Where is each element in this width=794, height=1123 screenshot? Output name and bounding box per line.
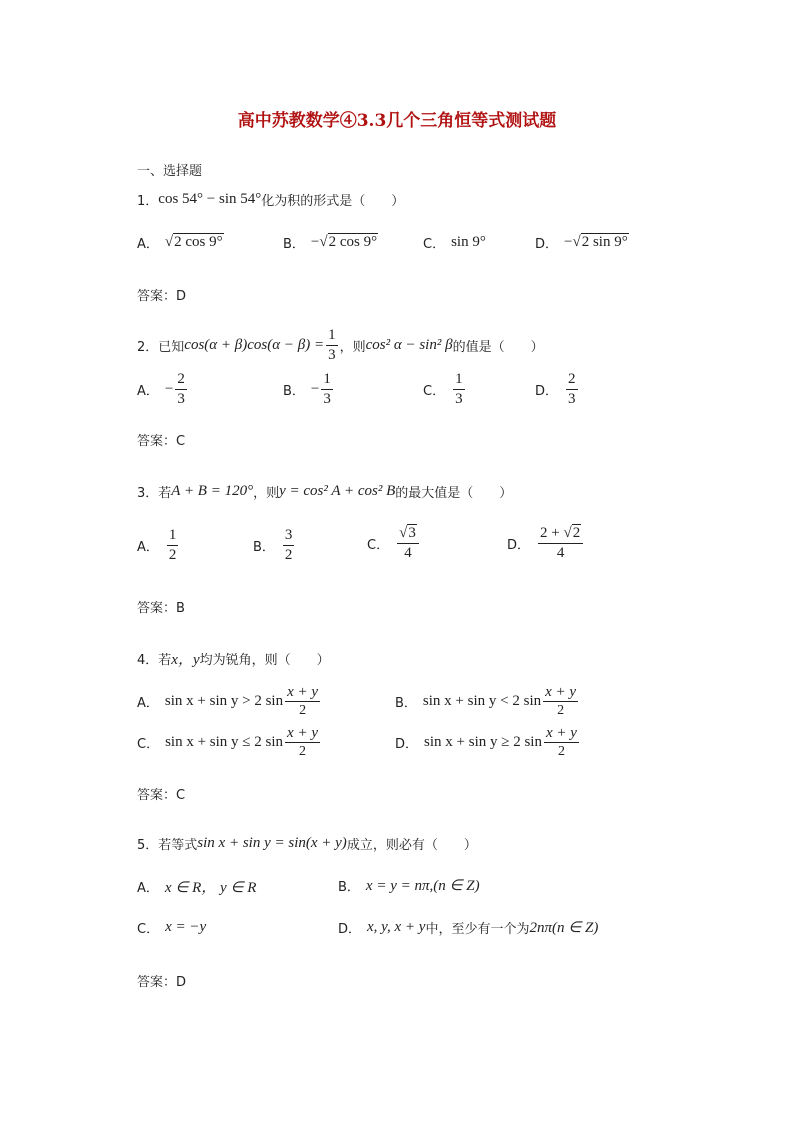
q1-answer: [137, 285, 186, 304]
q3-a-fraction: [167, 526, 179, 565]
section-heading: 一、选择题: [137, 164, 203, 179]
q5-d-value: x, y, x + y: [367, 919, 426, 935]
fraction-numerator: 3: [408, 525, 416, 541]
option-label: D．: [535, 384, 559, 399]
q4-expression: x，y: [171, 652, 200, 668]
q3-option-b: [253, 526, 296, 565]
fraction-numerator: x + y: [545, 684, 577, 700]
option-label: A．: [137, 384, 159, 399]
q2-text: 已知: [158, 340, 185, 355]
fraction-numerator: 1: [326, 326, 338, 346]
option-label: D．: [535, 237, 559, 252]
question-4: [137, 648, 330, 669]
fraction-numerator: 3: [283, 526, 295, 546]
fraction-numerator: 1: [321, 370, 333, 390]
q4-text: 若: [158, 653, 172, 668]
option-label: A．: [137, 540, 159, 555]
q4-option-d: [395, 725, 581, 760]
q4-c-fraction: [285, 725, 320, 760]
q3-option-d: [507, 524, 585, 563]
q1-c-value: sin 9°: [451, 234, 486, 250]
q5-d-value-2: 2nπ(n ∈ Z): [529, 920, 599, 936]
option-label: D．: [507, 538, 531, 553]
q5-d-text: 中，至少有一个为: [425, 922, 530, 937]
q5-option-b: [338, 876, 480, 895]
q3-expression-2: y = cos² A + cos² B: [279, 483, 396, 499]
q1-b-sign: −: [310, 234, 320, 250]
fraction-numerator: x + y: [287, 725, 318, 741]
q4-option-b: [395, 684, 580, 719]
q5-expression: sin x + sin y = sin(x + y): [197, 835, 347, 851]
fraction-denominator: 2: [299, 703, 307, 718]
q5-number: 5．: [137, 838, 159, 853]
q1-option-d: D． − √ 2 sin 9°: [535, 234, 628, 252]
q5-a-value: x ∈ R， y ∈ R: [164, 880, 257, 896]
fraction-denominator: 2: [299, 744, 307, 759]
question-5: [137, 834, 477, 853]
answer-prefix: 答案：: [137, 434, 177, 449]
q5-c-value: x = −y: [165, 919, 207, 935]
fraction-numerator: 2: [175, 370, 187, 390]
page-title: 高中苏教数学④3.3几个三角恒等式测试题: [237, 111, 557, 131]
option-label: A．: [137, 881, 159, 896]
answer-prefix: 答案：: [137, 975, 177, 990]
q4-a-expression: sin x + sin y > 2 sin: [164, 693, 284, 709]
q5-option-c: [137, 918, 206, 937]
q4-a-fraction: [285, 684, 320, 719]
q5-answer: [137, 971, 186, 990]
question-1: [137, 190, 404, 209]
option-label: B．: [283, 237, 305, 252]
q4-option-c: [137, 725, 322, 760]
fraction-numerator: 1: [453, 370, 465, 390]
q3-answer: [137, 597, 185, 616]
q2-c-fraction: [453, 370, 465, 409]
answer-prefix: 答案：: [137, 601, 177, 616]
q1-number: 1．: [137, 194, 159, 209]
q1-option-c: [423, 233, 486, 252]
answer-prefix: 答案：: [137, 289, 177, 304]
q4-option-a: [137, 684, 322, 719]
q4-text: 均为锐角，则（ ）: [199, 653, 330, 668]
q1-text: 化为积的形式是（ ）: [261, 194, 405, 209]
q4-c-expression: sin x + sin y ≤ 2 sin: [165, 734, 284, 750]
answer-value: D: [176, 975, 187, 990]
option-label: A．: [137, 696, 159, 711]
q2-option-a: [137, 370, 189, 409]
q1-d-sign: −: [564, 234, 573, 250]
q3-option-c: [367, 524, 421, 563]
fraction-numerator: x + y: [545, 725, 577, 741]
answer-value: B: [176, 601, 185, 616]
fraction-denominator: 3: [455, 391, 463, 407]
q1-d-value: 2 sin 9°: [581, 234, 628, 250]
fraction-denominator: 3: [177, 391, 185, 407]
fraction-denominator: 2: [284, 547, 293, 563]
fraction-denominator: 4: [404, 545, 412, 561]
q2-expression-2: cos² α − sin² β: [365, 337, 453, 353]
q4-answer: [137, 784, 185, 803]
fraction-denominator: 2: [557, 744, 565, 759]
q2-fraction: [326, 326, 338, 365]
sign: −: [310, 381, 320, 397]
q2-text: 的值是（ ）: [452, 340, 544, 355]
q2-text: ，则: [339, 340, 366, 355]
answer-value: C: [176, 434, 186, 449]
q4-d-fraction: [544, 725, 579, 760]
option-label: C．: [423, 237, 446, 252]
q2-number: 2．: [137, 340, 159, 355]
q2-b-fraction: [321, 370, 333, 409]
q2-answer: [137, 430, 185, 449]
fraction-denominator: 2: [168, 547, 177, 563]
q4-number: 4．: [137, 653, 159, 668]
option-label: D．: [395, 737, 419, 752]
option-label: C．: [367, 538, 390, 553]
q3-text: 若: [158, 486, 172, 501]
q3-text: ，则: [253, 486, 280, 501]
q3-number: 3．: [137, 486, 159, 501]
q2-a-fraction: [175, 370, 187, 409]
q1-b-value: 2 cos 9°: [328, 234, 378, 250]
fraction-numerator: x + y: [287, 684, 319, 700]
numerator-prefix: 2 +: [540, 525, 560, 541]
question-3: [137, 482, 512, 501]
q1-option-b: B． − √ 2 cos 9°: [283, 234, 378, 252]
q3-c-fraction: $\frac{√3}{4}$: [397, 524, 419, 563]
q4-b-fraction: [543, 684, 578, 719]
answer-value: C: [176, 788, 186, 803]
option-label: B．: [395, 696, 417, 711]
option-label: D．: [338, 922, 362, 937]
option-label: B．: [253, 540, 275, 555]
fraction-numerator: 2: [566, 370, 578, 390]
fraction-denominator: 4: [556, 545, 565, 561]
question-2: [137, 326, 544, 365]
q1-expression: cos 54° − sin 54°: [158, 191, 262, 207]
q2-option-d: [535, 370, 580, 409]
q4-b-expression: sin x + sin y < 2 sin: [422, 693, 542, 709]
q3-b-fraction: [283, 526, 295, 565]
q2-option-c: [423, 370, 467, 409]
q3-expression: A + B = 120°: [171, 483, 254, 499]
option-label: C．: [137, 922, 160, 937]
q5-text: 若等式: [158, 838, 198, 853]
fraction-numerator: 1: [167, 526, 179, 546]
fraction-denominator: 3: [323, 391, 331, 407]
fraction-numerator: 2: [572, 525, 581, 541]
q5-option-d: [338, 918, 598, 937]
option-label: C．: [137, 737, 160, 752]
option-label: C．: [423, 384, 446, 399]
option-label: A．: [137, 237, 159, 252]
q3-text: 的最大值是（ ）: [395, 486, 513, 501]
q2-option-b: [283, 370, 335, 409]
q2-d-fraction: [566, 370, 578, 409]
q3-option-a: [137, 526, 180, 565]
answer-value: D: [176, 289, 187, 304]
q3-d-fraction: $\frac{2 + √2}{4}$: [538, 524, 583, 563]
sign: −: [164, 381, 174, 397]
q1-option-a: A． √ 2 cos 9°: [137, 234, 223, 252]
answer-prefix: 答案：: [137, 788, 177, 803]
fraction-denominator: 2: [557, 703, 565, 718]
option-label: B．: [338, 880, 360, 895]
q5-text: 成立，则必有（ ）: [346, 838, 477, 853]
q4-d-expression: sin x + sin y ≥ 2 sin: [424, 734, 542, 750]
fraction-denominator: 3: [568, 391, 576, 407]
q5-option-a: [137, 876, 256, 897]
q2-expression: cos(α + β)cos(α − β) =: [184, 337, 325, 353]
q1-a-value: 2 cos 9°: [174, 234, 223, 250]
fraction-denominator: 3: [328, 347, 336, 363]
q5-b-value: x = y = nπ,(n ∈ Z): [365, 878, 480, 894]
option-label: B．: [283, 384, 305, 399]
